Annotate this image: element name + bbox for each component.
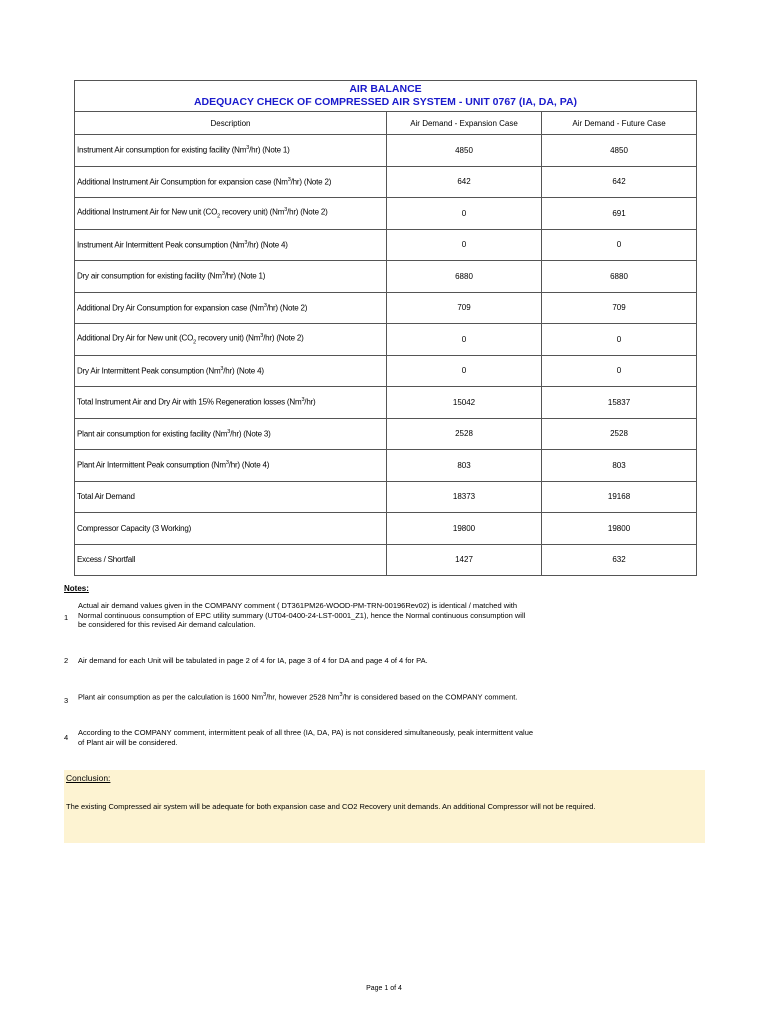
- row-expansion-value: 15042: [387, 387, 542, 419]
- row-expansion-value: 803: [387, 450, 542, 482]
- row-future-value: 709: [542, 292, 697, 324]
- table-row: [75, 418, 697, 450]
- conclusion-box: [64, 770, 705, 843]
- row-future-value: 803: [542, 450, 697, 482]
- table-row: [75, 135, 697, 167]
- row-future-value: 4850: [542, 135, 697, 167]
- note-4: [64, 728, 534, 747]
- row-description: Dry Air Intermittent Peak consumption (Nm$^3$/hr) (Note 4): [75, 355, 387, 387]
- table-row: [75, 387, 697, 419]
- row-expansion-value: 0: [387, 355, 542, 387]
- row-future-value: 0: [542, 229, 697, 261]
- row-expansion-value: 18373: [387, 481, 542, 513]
- row-expansion-value: 2528: [387, 418, 542, 450]
- table-title-row: [75, 81, 697, 112]
- row-future-value: 632: [542, 544, 697, 576]
- row-expansion-value: 19800: [387, 513, 542, 545]
- note-3: [64, 691, 534, 705]
- note-text: Plant air consumption as per the calculation is 1600 Nm$^3$/hr, however 2528 Nm$^3$/hr is considered based on the COMPANY comment.: [78, 692, 518, 702]
- table-row: [75, 513, 697, 545]
- conclusion-title: Conclusion:: [66, 773, 111, 783]
- row-expansion-value: 0: [387, 229, 542, 261]
- row-description: Plant air consumption for existing facility (Nm$^3$/hr) (Note 3): [75, 418, 387, 450]
- row-future-value: 2528: [542, 418, 697, 450]
- header-description: Description: [75, 112, 387, 135]
- title-line-2: ADEQUACY CHECK OF COMPRESSED AIR SYSTEM - UNIT 0767 (IA, DA, PA): [193, 96, 578, 108]
- table-row: [75, 544, 697, 576]
- row-future-value: 691: [542, 198, 697, 230]
- row-future-value: 15837: [542, 387, 697, 419]
- row-description: Instrument Air consumption for existing facility (Nm$^3$/hr) (Note 1): [75, 135, 387, 167]
- row-description: Excess / Shortfall: [75, 544, 387, 576]
- conclusion-text: The existing Compressed air system will be adequate for both expansion case and CO2 Recovery unit demands. An additional Compressor will not be required.: [66, 802, 596, 811]
- row-expansion-value: 709: [387, 292, 542, 324]
- table-row: [75, 324, 697, 356]
- row-future-value: 0: [542, 324, 697, 356]
- row-future-value: 19800: [542, 513, 697, 545]
- table-row: [75, 292, 697, 324]
- row-expansion-value: 1427: [387, 544, 542, 576]
- table-row: [75, 229, 697, 261]
- table-row: [75, 198, 697, 230]
- row-expansion-value: 4850: [387, 135, 542, 167]
- table-row: [75, 481, 697, 513]
- note-number: 2: [64, 656, 69, 665]
- header-future: Air Demand - Future Case: [542, 112, 697, 135]
- table-row: [75, 355, 697, 387]
- header-expansion: Air Demand - Expansion Case: [387, 112, 542, 135]
- table-row: [75, 450, 697, 482]
- note-number: 1: [64, 613, 69, 622]
- title-line-1: AIR BALANCE: [349, 83, 422, 95]
- row-expansion-value: 0: [387, 324, 542, 356]
- note-1: [64, 601, 534, 630]
- row-future-value: 642: [542, 166, 697, 198]
- note-text: Air demand for each Unit will be tabulated in page 2 of 4 for IA, page 3 of 4 for DA and page 4 of 4 for PA.: [78, 656, 428, 665]
- row-expansion-value: 0: [387, 198, 542, 230]
- note-2: [64, 656, 534, 666]
- row-future-value: 6880: [542, 261, 697, 293]
- row-description: Plant Air Intermittent Peak consumption (Nm$^3$/hr) (Note 4): [75, 450, 387, 482]
- row-description: Additional Dry Air Consumption for expansion case (Nm$^3$/hr) (Note 2): [75, 292, 387, 324]
- note-text: Actual air demand values given in the COMPANY comment ( DT361PM26-WOOD-PM-TRN-00196Rev02) is identical / matched with Normal continuous consumption of EPC utility summary (UT04-0400-24-LST-0001_Z1), hence the Normal continuous consumption will be considered for this revised Air demand calculation.: [78, 601, 526, 629]
- row-description: Instrument Air Intermittent Peak consumption (Nm$^3$/hr) (Note 4): [75, 229, 387, 261]
- table-body: [75, 135, 697, 576]
- row-description: Additional Instrument Air Consumption for expansion case (Nm$^3$/hr) (Note 2): [75, 166, 387, 198]
- row-description: Compressor Capacity (3 Working): [75, 513, 387, 545]
- row-description: Additional Instrument Air for New unit ($CO_2$ recovery unit) (Nm$^3$/hr) (Note 2): [75, 198, 387, 230]
- notes-title: Notes:: [64, 584, 89, 593]
- row-future-value: 19168: [542, 481, 697, 513]
- row-description: Dry air consumption for existing facility (Nm$^3$/hr) (Note 1): [75, 261, 387, 293]
- note-number: 3: [64, 696, 69, 705]
- table-row: [75, 261, 697, 293]
- note-number: 4: [64, 733, 69, 742]
- air-balance-table: [74, 80, 697, 576]
- row-description: Additional Dry Air for New unit ($CO_2$ recovery unit) (Nm$^3$/hr) (Note 2): [75, 324, 387, 356]
- row-expansion-value: 642: [387, 166, 542, 198]
- table-header-row: [75, 112, 697, 135]
- page-number: Page 1 of 4: [366, 985, 402, 992]
- table-row: [75, 166, 697, 198]
- row-description: Total Instrument Air and Dry Air with 15% Regeneration losses (Nm$^3$/hr): [75, 387, 387, 419]
- row-expansion-value: 6880: [387, 261, 542, 293]
- row-description: Total Air Demand: [75, 481, 387, 513]
- row-future-value: 0: [542, 355, 697, 387]
- table-title: [75, 81, 697, 112]
- note-text: According to the COMPANY comment, intermittent peak of all three (IA, DA, PA) is not considered simultaneously, peak intermittent value of Plant air will be considered.: [78, 728, 534, 747]
